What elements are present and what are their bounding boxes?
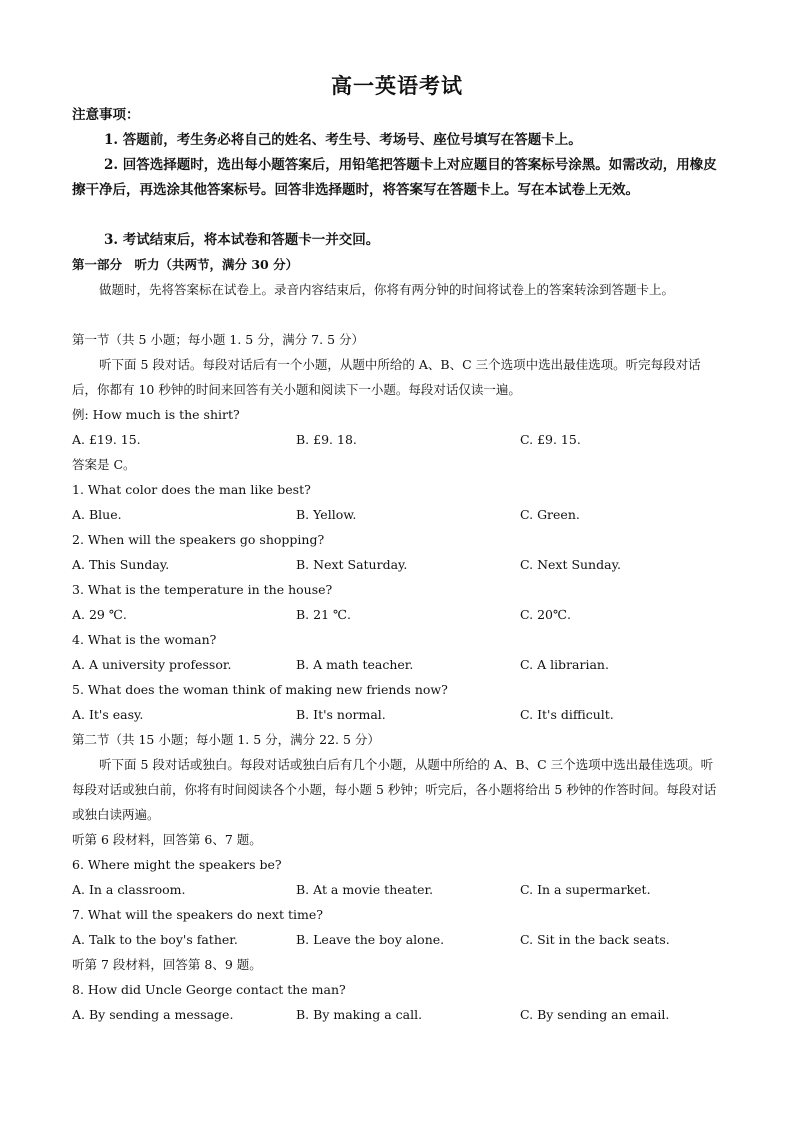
example-question: 例: How much is the shirt? xyxy=(72,407,240,422)
part1-intro: 做题时，先将答案标在试卷上。录音内容结束后，你将有两分钟的时间将试卷上的答案转涂到答题卡上。 xyxy=(99,282,675,297)
option-a: A. In a classroom. xyxy=(72,882,186,897)
question-2: 2. When will the speakers go shopping? xyxy=(72,532,325,547)
option-a: A. Talk to the boy's father. xyxy=(72,932,238,947)
option-a: A. A university professor. xyxy=(72,657,232,672)
option-c: C. A librarian. xyxy=(520,657,609,672)
option-c: C. By sending an email. xyxy=(520,1007,670,1022)
option-c: C. £9. 15. xyxy=(520,432,581,447)
question-6-options xyxy=(72,877,722,902)
group-intro-7: 听第 7 段材料，回答第 8、9 题。 xyxy=(72,957,262,972)
question-7: 7. What will the speakers do next time? xyxy=(72,907,323,922)
option-c: C. Next Sunday. xyxy=(520,557,621,572)
notice-item-3: 3. 考试结束后，将本试卷和答题卡一并交回。 xyxy=(104,232,380,248)
question-8: 8. How did Uncle George contact the man? xyxy=(72,982,346,997)
notice-item-1: 1. 答题前，考生务必将自己的姓名、考生号、考场号、座位号填写在答题卡上。 xyxy=(104,132,582,148)
option-a: A. It's easy. xyxy=(72,707,144,722)
question-5: 5. What does the woman think of making new friends now? xyxy=(72,682,448,697)
question-7-options xyxy=(72,927,722,952)
option-a: A. Blue. xyxy=(72,507,122,522)
section2-instructions: 听下面 5 段对话或独白。每段对话或独白后有几个小题，从题中所给的 A、B、C 三个选项中选出最佳选项。听每段对话或独白前，你将有时间阅读各个小题，每小题 5 秒钟；听完后，各小题将给出 5 秒钟的作答时间。每段对话或独白读两遍。 xyxy=(72,757,717,822)
question-6: 6. Where might the speakers be? xyxy=(72,857,282,872)
option-a: A. £19. 15. xyxy=(72,432,141,447)
question-8-options xyxy=(72,1002,722,1027)
option-b: B. Leave the boy alone. xyxy=(296,932,445,947)
option-c: C. Sit in the back seats. xyxy=(520,932,670,947)
option-b: B. £9. 18. xyxy=(296,432,357,447)
option-a: A. 29 ℃. xyxy=(72,607,127,622)
option-c: C. In a supermarket. xyxy=(520,882,651,897)
option-c: C. 20℃. xyxy=(520,607,571,622)
group-intro-6: 听第 6 段材料，回答第 6、7 题。 xyxy=(72,832,262,847)
section1-heading: 第一节（共 5 小题；每小题 1. 5 分，满分 7. 5 分） xyxy=(72,332,364,347)
question-3-options xyxy=(72,602,722,627)
question-1: 1. What color does the man like best? xyxy=(72,482,311,497)
option-c: C. Green. xyxy=(520,507,580,522)
option-c: C. It's difficult. xyxy=(520,707,614,722)
option-a: A. By sending a message. xyxy=(72,1007,234,1022)
option-b: B. A math teacher. xyxy=(296,657,414,672)
question-3: 3. What is the temperature in the house? xyxy=(72,582,333,597)
notice-heading: 注意事项： xyxy=(72,107,140,123)
option-a: A. This Sunday. xyxy=(72,557,170,572)
example-answer: 答案是 C。 xyxy=(72,457,136,472)
question-5-options xyxy=(72,702,722,727)
page-title: 高一英语考试 xyxy=(331,73,463,98)
notice-item-2: 2. 回答选择题时，选出每小题答案后，用铅笔把答题卡上对应题目的答案标号涂黑。如需改动，用橡皮擦干净后，再选涂其他答案标号。回答非选择题时，将答案写在答题卡上。写在本试卷上无效。 xyxy=(72,157,717,198)
question-2-options xyxy=(72,552,722,577)
option-b: B. Yellow. xyxy=(296,507,357,522)
question-4-options xyxy=(72,652,722,677)
question-4: 4. What is the woman? xyxy=(72,632,217,647)
example-options xyxy=(72,427,722,452)
section1-instructions: 听下面 5 段对话。每段对话后有一个小题，从题中所给的 A、B、C 三个选项中选出最佳选项。听完每段对话后，你都有 10 秒钟的时间来回答有关小题和阅读下一小题。每段对话仅读一遍。 xyxy=(72,357,701,397)
question-1-options xyxy=(72,502,722,527)
section2-heading: 第二节（共 15 小题；每小题 1. 5 分，满分 22. 5 分） xyxy=(72,732,380,747)
option-b: B. 21 ℃. xyxy=(296,607,351,622)
option-b: B. At a movie theater. xyxy=(296,882,434,897)
option-b: B. By making a call. xyxy=(296,1007,423,1022)
part1-heading: 第一部分 听力（共两节，满分 30 分） xyxy=(72,257,299,272)
option-b: B. It's normal. xyxy=(296,707,386,722)
option-b: B. Next Saturday. xyxy=(296,557,408,572)
